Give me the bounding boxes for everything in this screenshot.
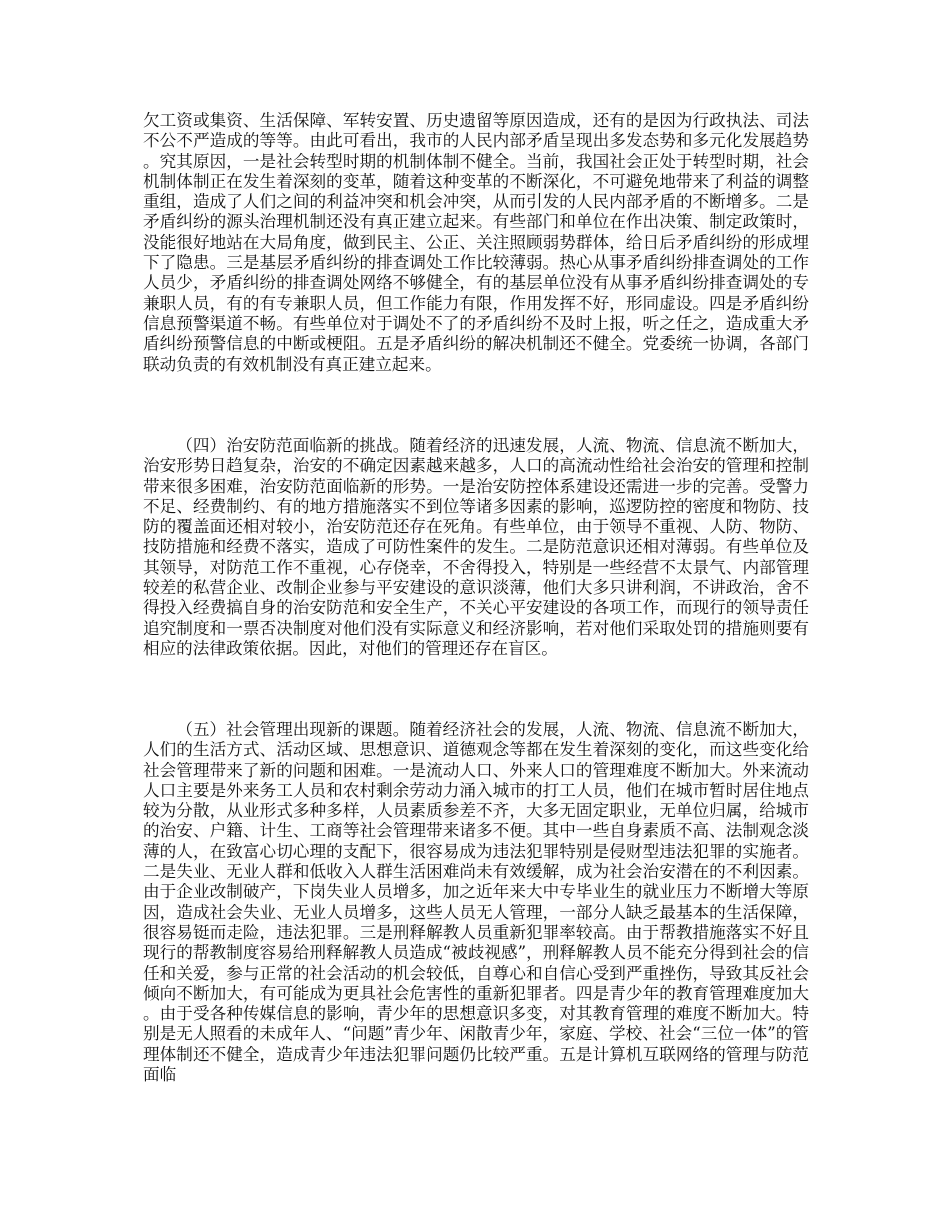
paragraph-continuation-contradictions: 欠工资或集资、生活保障、军转安置、历史遗留等原因造成，还有的是因为行政执法、司法不公不严造成的等等。由此可看出，我市的人民内部矛盾呈现出多发态势和多元化发展趋势。究其原因，一是社会转型时期的机制体制不健全。当前，我国社会正处于转型时期，社会机制体制正在发生着深刻的变革，随着这种变革的不断深化，不可避免地带来了利益的调整重组，造成了人们之间的利益冲突和机会冲突，从而引发的人民内部矛盾的不断增多。二是矛盾纠纷的源头治理机制还没有真正建立起来。有些部门和单位在作出决策、制定政策时，没能很好地站在大局角度，做到民主、公正、关注照顾弱势群体，给日后矛盾纠纷的形成埋下了隐患。三是基层矛盾纠纷的排查调处工作比较薄弱。热心从事矛盾纠纷排查调处的工作人员少，矛盾纠纷的排查调处网络不够健全，有的基层单位没有从事矛盾纠纷排查调处的专兼职人员，有的有专兼职人员，但工作能力有限，作用发挥不好，形同虚设。四是矛盾纠纷信息预警渠道不畅。有些单位对于调处不了的矛盾纠纷不及时上报，听之任之，造成重大矛盾纠纷预警信息的中断或梗阻。五是矛盾纠纷的解决机制还不健全。党委统一协调，各部门联动负责的有效机制没有真正建立起来。 [143,111,809,374]
paragraph-section-four-public-security: （四）治安防范面临新的挑战。随着经济的迅速发展，人流、物流、信息流不断加大，治安形势日趋复杂，治安的不确定因素越来越多，人口的高流动性给社会治安的管理和控制带来很多困难，治安防范面临新的形势。一是治安防控体系建设还需进一步的完善。受警力不足、经费制约、有的地方措施落实不到位等诸多因素的影响，巡逻防控的密度和物防、技防的覆盖面还相对较小，治安防范还存在死角。有些单位，由于领导不重视、人防、物防、技防措施和经费不落实，造成了可防性案件的发生。二是防范意识还相对薄弱。有些单位及其领导，对防范工作不重视，心存侥幸，不舍得投入，特别是一些经营不太景气、内部管理较差的私营企业、改制企业参与平安建设的意识淡薄，他们大多只讲利润，不讲政治，舍不得投入经费搞自身的治安防范和安全生产，不关心平安建设的各项工作，而现行的领导责任追究制度和一票否决制度对他们没有实际意义和经济影响，若对他们采取处罚的措施则要有相应的法律政策依据。因此，对他们的管理还存在盲区。 [143,436,809,658]
paragraph-section-five-social-management: （五）社会管理出现新的课题。随着经济社会的发展，人流、物流、信息流不断加大，人们的生活方式、活动区域、思想意识、道德观念等都在发生着深刻的变化，而这些变化给社会管理带来了新的问题和困难。一是流动人口、外来人口的管理难度不断加大。外来流动人口主要是外来务工人员和农村剩余劳动力涌入城市的打工人员，他们在城市暂时居住地点较为分散，从业形式多种多样，人员素质参差不齐，大多无固定职业，无单位归属，给城市的治安、户籍、计生、工商等社会管理带来诸多不便。其中一些自身素质不高、法制观念淡薄的人，在致富心切心理的支配下，很容易成为违法犯罪特别是侵财型违法犯罪的实施者。二是失业、无业人群和低收入人群生活困难尚未有效缓解，成为社会治安潜在的不利因素。由于企业改制破产，下岗失业人员增多，加之近年来大中专毕业生的就业压力不断增大等原因，造成社会失业、无业人员增多，这些人员无人管理，一部分人缺乏最基本的生活保障，很容易铤而走险，违法犯罪。三是刑释解教人员重新犯罪率较高。由于帮教措施落实不好且现行的帮教制度容易给刑释解教人员造成“被歧视感”，刑释解教人员不能充分得到社会的信任和关爱，参与正常的社会活动的机会较低，自尊心和自信心受到严重挫伤，导致其反社会倾向不断加大，有可能成为更具社会危害性的重新犯罪者。四是青少年的教育管理难度加大。由于受各种传媒信息的影响，青少年的思想意识多变，对其教育管理的难度不断加大。特别是无人照看的未成年人、“问题”青少年、闲散青少年，家庭、学校、社会“三位一体”的管理体制还不健全，造成青少年违法犯罪问题仍比较严重。五是计算机互联网络的管理与防范面临 [143,720,809,1085]
